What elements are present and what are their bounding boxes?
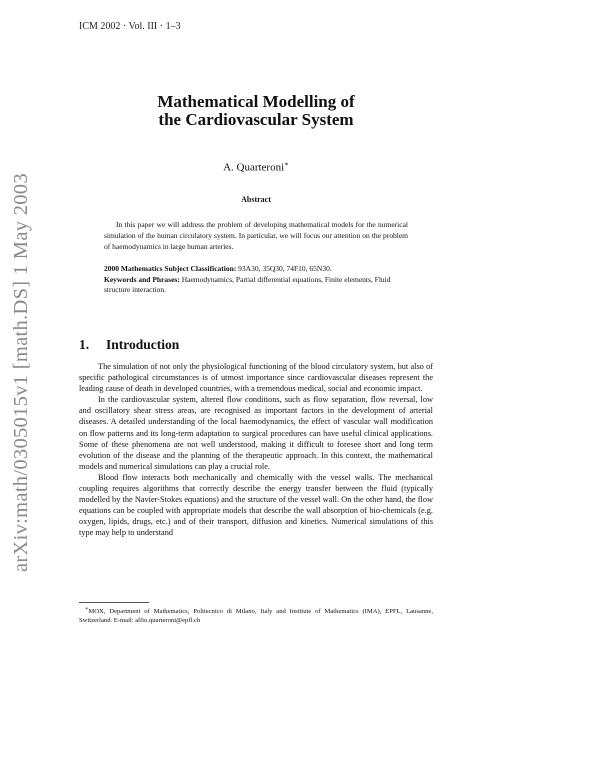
keywords-label: Keywords and Phrases: xyxy=(104,274,180,284)
title-line-1: Mathematical Modelling of xyxy=(157,92,355,111)
section-number: 1. xyxy=(79,337,90,352)
keywords-value: Haemodynamics, Partial differential equations, Finite elements, Fluid structure interaction. xyxy=(104,274,391,294)
abstract-text: In this paper we will address the problem of developing mathematical models for the numerical simulation of the human circulatory system. In particular, we will focus our attention on the problem of haemodynamics in large human arteries. xyxy=(104,220,408,251)
paragraph-1: The simulation of not only the physiological functioning of the blood circulatory system, but also of specific pathological circumstances is of utmost importance since cardiovascular diseases represent the leading cause of death in developed countries, with a tremendous medical, social and economic impact. xyxy=(79,362,433,394)
msc-line xyxy=(104,264,408,275)
author xyxy=(0,160,512,174)
title-line-2: the Cardiovascular System xyxy=(158,110,354,129)
author-footnote-mark: ∗ xyxy=(284,160,289,168)
keywords-line xyxy=(104,275,408,296)
author-name: A. Quarteroni xyxy=(223,161,285,174)
section-heading xyxy=(79,337,179,353)
footnote-mark: ∗ xyxy=(85,607,89,612)
paragraph-3: Blood flow interacts both mechanically and chemically with the vessel walls. The mechanical coupling requires algorithms that correctly describe the energy transfer between the fluid (typically modelled by the Navier-Stokes equations) and the structure of the vessel wall. On the other hand, the flow equations can be coupled with appropriate models that describe the wall absorption of bio-chemicals (e.g. oxygen, lipids, drugs, etc.) and of their transport, diffusion and kinetics. Numerical simulations of this type may help to understand xyxy=(79,472,433,538)
running-head: ICM 2002 · Vol. III · 1–3 xyxy=(79,21,181,32)
msc-label: 2000 Mathematics Subject Classification: xyxy=(104,264,237,273)
paragraph-2: In the cardiovascular system, altered flow conditions, such as flow separation, flow reversal, low and oscillatory shear stress areas, are recognised as important factors in the development of arterial diseases. A detailed understanding of the local haemodynamics, the effect of vascular wall modification on flow patterns and its long-term adaptation to surgical procedures can have useful clinical applications. Some of these phenomena are not well understood, making it difficult to foresee short and long term evolution of the disease and the planning of the therapeutic approach. In this context, the mathematical models and numerical simulations can play a crucial role. xyxy=(79,395,433,471)
footnote-text: MOX, Department of Mathematics, Politecnico di Milano, Italy and Institute of Mathematics (IMA), EPFL, Lausanne, Switzerland. E-mail: alfio.quarteroni@epfl.ch xyxy=(79,608,433,625)
abstract-heading: Abstract xyxy=(241,195,271,204)
footnote-divider xyxy=(79,602,149,603)
section-body xyxy=(79,361,433,539)
msc-value: 93A30, 35Q30, 74F10, 65N30. xyxy=(238,264,332,273)
paper-title xyxy=(0,93,512,129)
section-title: Introduction xyxy=(106,337,180,352)
footnote xyxy=(79,605,433,625)
classification-block xyxy=(104,264,408,296)
arxiv-side-identifier: arXiv:math/0305015v1 [math.DS] 1 May 2003 xyxy=(10,173,32,572)
